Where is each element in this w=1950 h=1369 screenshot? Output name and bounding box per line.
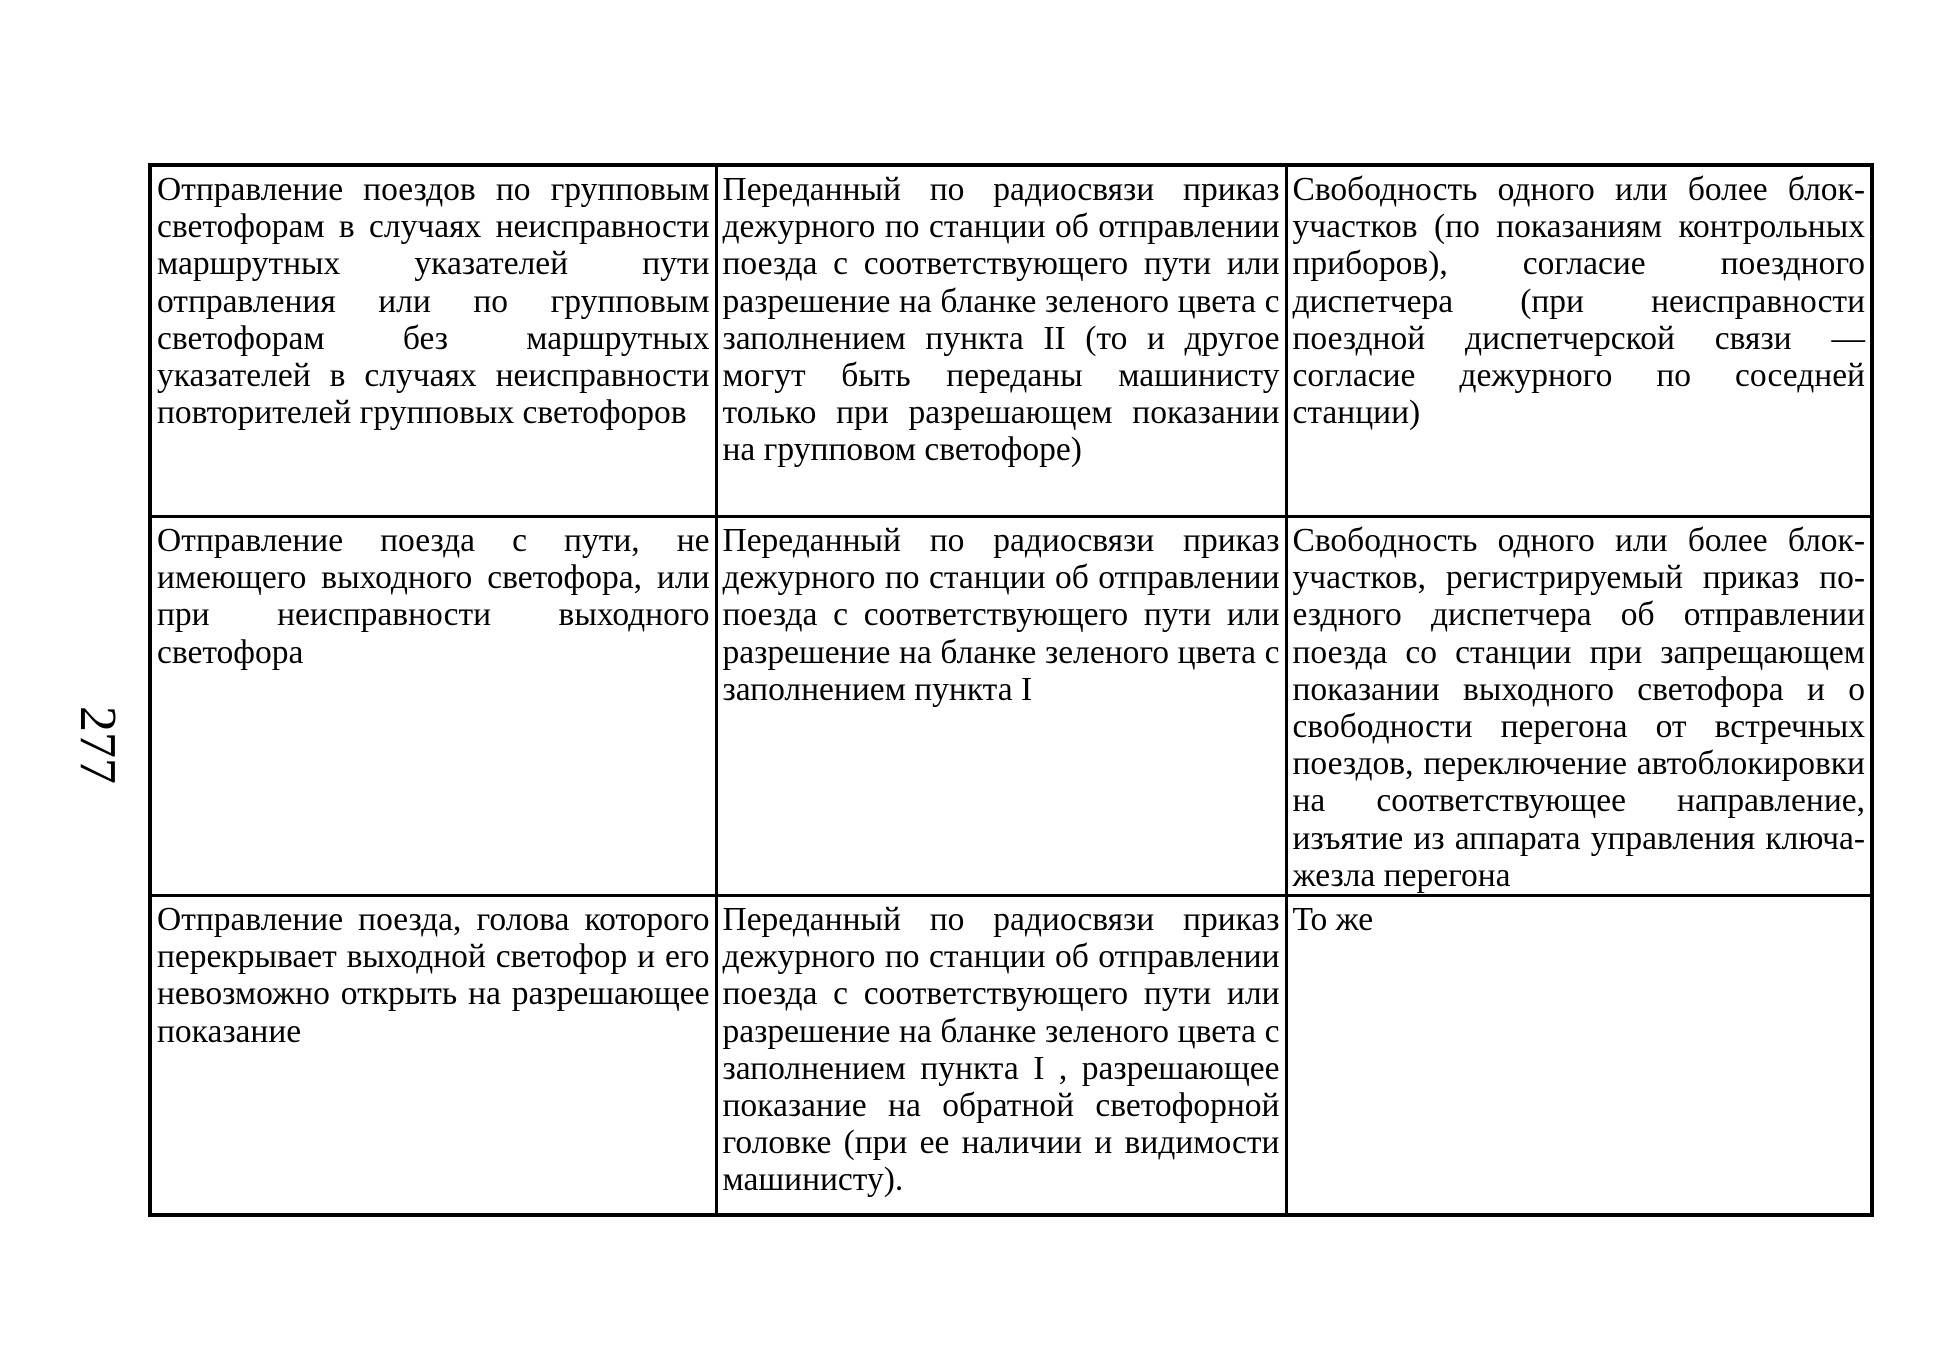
- table-cell-authorization: Переданный по радиосвязи приказ дежурного по станции об отправлении поезда с соответствующего пути или разрешение на бланке зеленого цвета с заполнением пункта II (то и другое могут быть переданы машинисту только при разрешающем показании на групповом светофоре): [716, 165, 1286, 517]
- table-row: [150, 165, 1872, 517]
- page-number: 277: [69, 706, 126, 784]
- table-cell-condition: Отправление поезда с пути, не имеющего выходного светофора, или при неисправности выходного светофора: [150, 517, 716, 896]
- table-row: [150, 896, 1872, 1216]
- table-cell-requirements: Свободность одного или более блок-участков, регистрируемый приказ поездного диспетчера об отправлении поезда со станции при запрещающем показании выходного светофора и о свободности перегона от встречных поездов, переключение автоблокировки на соответствующее направление, изъятие из аппарата управления ключа-жезла перегона: [1286, 517, 1872, 896]
- document-table: [148, 163, 1874, 1217]
- table-cell-requirements: Свободность одного или более блок-участков (по показаниям контрольных приборов), согласие поездного диспетчера (при неисправности поездной диспетчерской связи — согласие дежурного по соседней станции): [1286, 165, 1872, 517]
- table-cell-authorization: Переданный по радиосвязи приказ дежурного по станции об отправлении поезда с соответствующего пути или разрешение на бланке зеленого цвета с заполнением пункта I: [716, 517, 1286, 896]
- table-cell-authorization: Переданный по радиосвязи приказ дежурного по станции об отправлении поезда с соответствующего пути или разрешение на бланке зеленого цвета с заполнением пункта I , разрешающее показание на обратной светофорной головке (при ее наличии и видимости машинисту).: [716, 896, 1286, 1216]
- table-cell-condition: Отправление поезда, голова которого перекрывает выходной светофор и его невозможно открыть на разрешающее показание: [150, 896, 716, 1216]
- table-cell-requirements: То же: [1286, 896, 1872, 1216]
- table-row: [150, 517, 1872, 896]
- table-cell-condition: Отправление поездов по групповым светофорам в случаях неисправности маршрутных указателей пути отправления или по групповым светофорам без маршрутных указателей в случаях неисправности повторителей групповых светофоров: [150, 165, 716, 517]
